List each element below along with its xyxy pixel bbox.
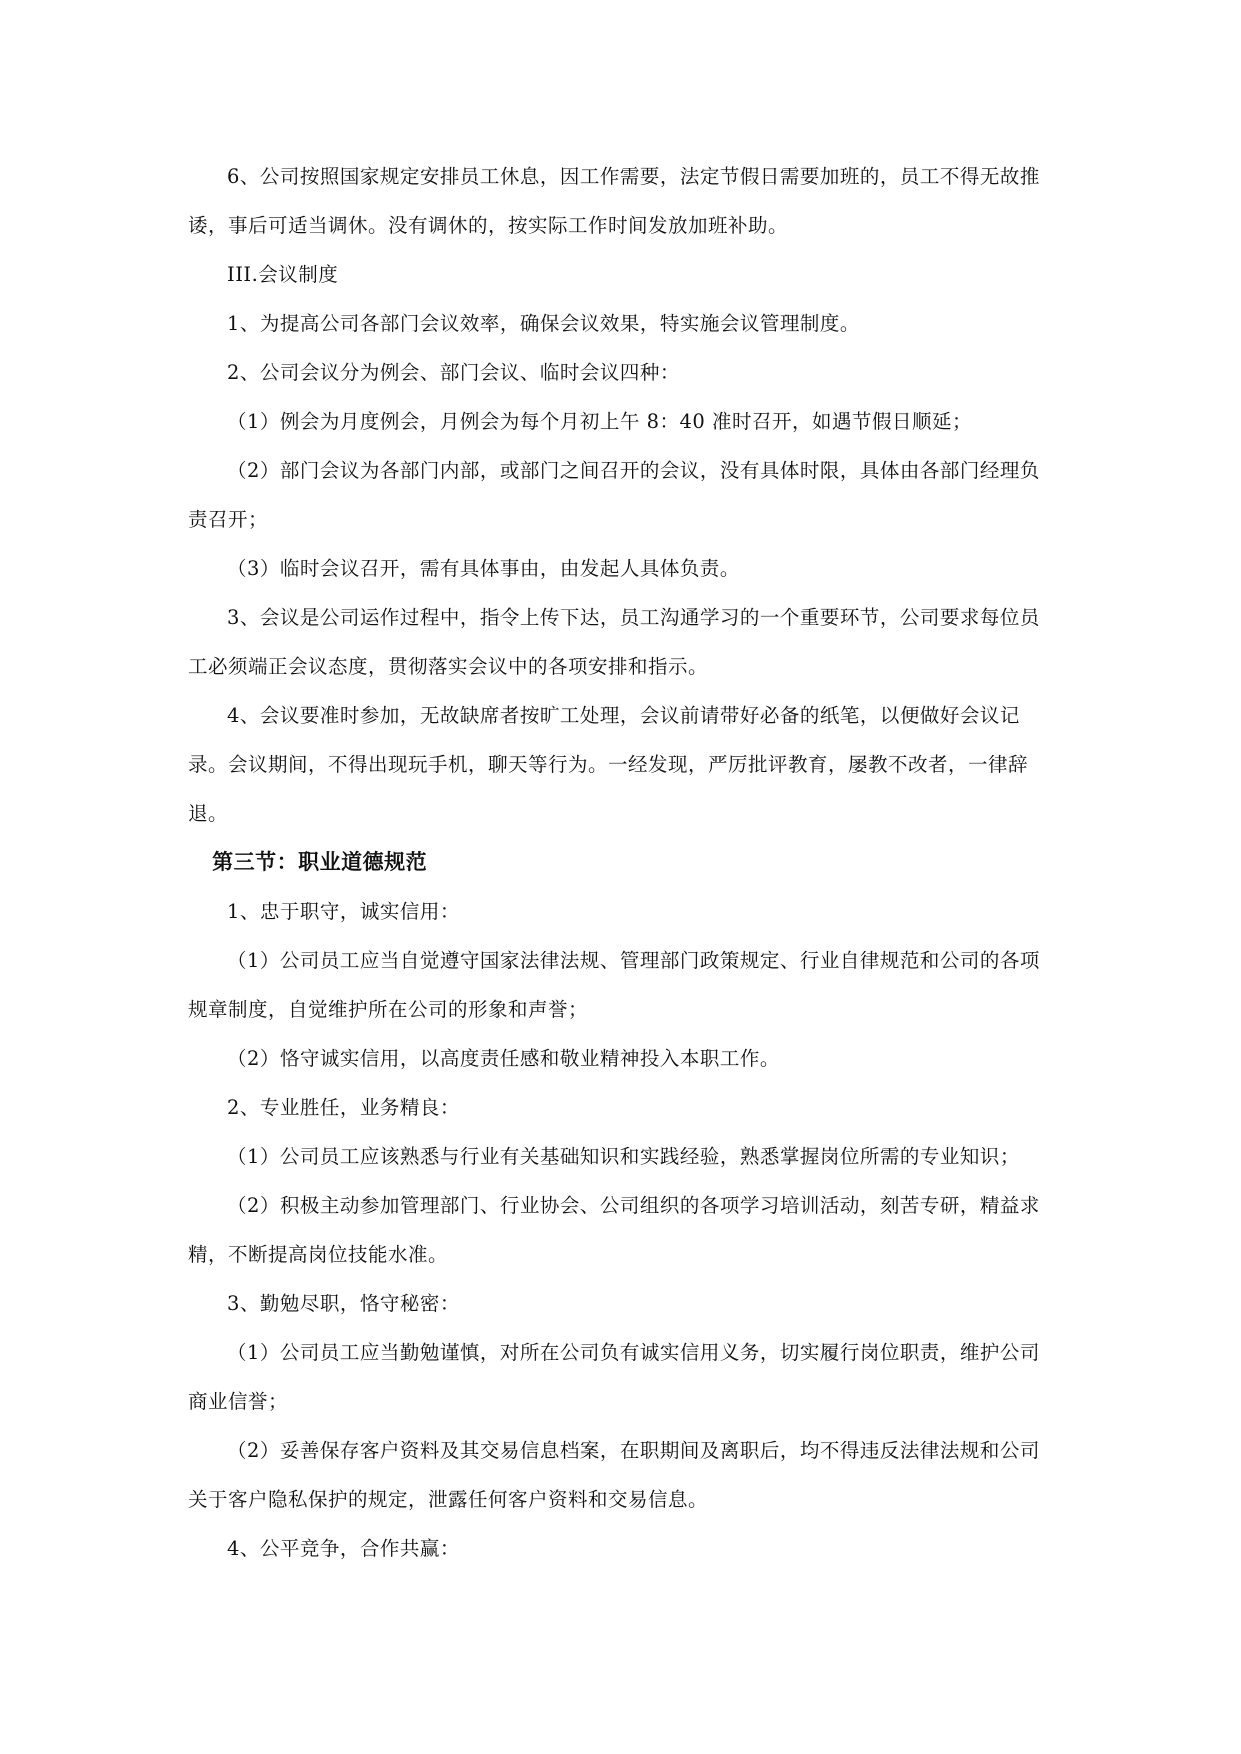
paragraph: 3、会议是公司运作过程中，指令上传下达，员工沟通学习的一个重要环节，公司要求每位员工必须端正会议态度，贯彻落实会议中的各项安排和指示。 [188,606,1040,678]
paragraph: （1）公司员工应当勤勉谨慎，对所在公司负有诚实信用义务，切实履行岗位职责，维护公司商业信誉； [188,1341,1040,1413]
section-heading: 第三节：职业道德规范 [212,850,428,874]
paragraph: 2、公司会议分为例会、部门会议、临时会议四种： [227,361,680,384]
paragraph: （2）部门会议为各部门内部，或部门之间召开的会议，没有具体时限，具体由各部门经理负责召开； [188,459,1040,531]
paragraph: （2）积极主动参加管理部门、行业协会、公司组织的各项学习培训活动，刻苦专研，精益求精，不断提高岗位技能水准。 [188,1194,1040,1266]
paragraph: 1、忠于职守，诚实信用： [227,900,460,923]
paragraph: 2、专业胜任，业务精良： [227,1096,460,1119]
paragraph: （1）公司员工应该熟悉与行业有关基础知识和实践经验，熟悉掌握岗位所需的专业知识； [227,1145,1020,1168]
paragraph: （1）公司员工应当自觉遵守国家法律法规、管理部门政策规定、行业自律规范和公司的各项规章制度，自觉维护所在公司的形象和声誉； [188,949,1040,1021]
paragraph: （3）临时会议召开，需有具体事由，由发起人具体负责。 [227,557,740,580]
subsection-title: III.会议制度 [227,263,339,286]
paragraph: 3、勤勉尽职，恪守秘密： [227,1292,460,1315]
paragraph: （2）恪守诚实信用，以高度责任感和敬业精神投入本职工作。 [227,1047,780,1070]
paragraph: 4、公平竞争，合作共赢： [227,1537,460,1560]
paragraph: 4、会议要准时参加，无故缺席者按旷工处理，会议前请带好必备的纸笔，以便做好会议记录。会议期间，不得出现玩手机，聊天等行为。一经发现，严厉批评教育，屡教不改者，一律辞退。 [188,704,1029,825]
paragraph: 1、为提高公司各部门会议效率，确保会议效果，特实施会议管理制度。 [227,312,860,335]
paragraph: （1）例会为月度例会，月例会为每个月初上午 8：40 准时召开，如遇节假日顺延； [227,410,973,433]
document-body [188,152,1058,1573]
paragraph: 6、公司按照国家规定安排员工休息，因工作需要，法定节假日需要加班的，员工不得无故推诿，事后可适当调休。没有调休的，按实际工作时间发放加班补助。 [188,165,1040,237]
paragraph: （2）妥善保存客户资料及其交易信息档案，在职期间及离职后，均不得违反法律法规和公司关于客户隐私保护的规定，泄露任何客户资料和交易信息。 [188,1439,1040,1511]
